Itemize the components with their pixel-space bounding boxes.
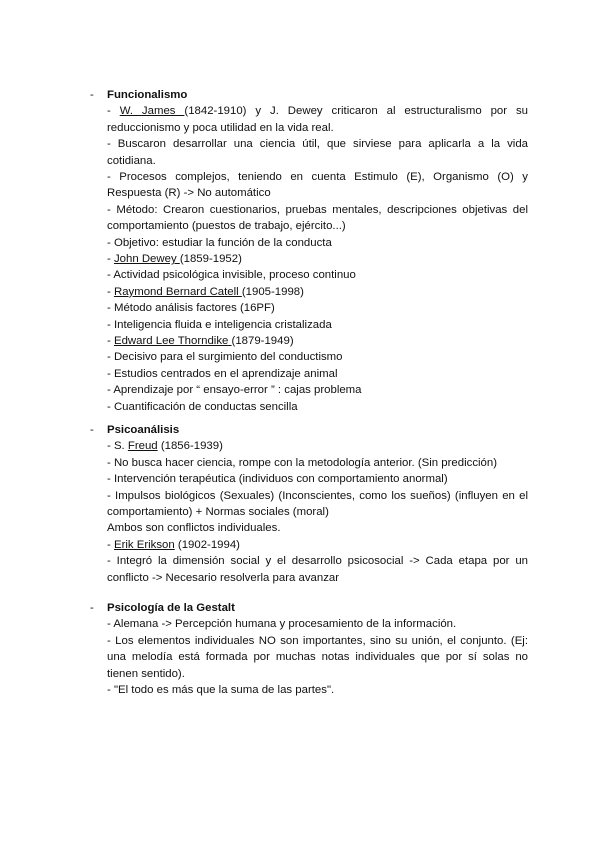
paragraph: - Alemana -> Percepción humana y procesamiento de la información. [107,618,457,631]
paragraph: - Aprendizaje por “ ensayo-error ” : cajas problema [107,384,362,397]
paragraph: - Impulsos biológicos (Sexuales) (Inconscientes, como los sueños) (influyen en el comportamiento) + Normas sociales (moral) [107,489,528,519]
section-heading [90,600,528,616]
paragraph: - "El todo es más que la suma de las partes". [107,684,335,697]
paragraph: - W. James (1842-1910) y J. Dewey criticaron al estructuralismo por su reduccionismo y poca utilidad en la vida real. [107,105,528,134]
paragraph: - Actividad psicológica invisible, proceso continuo [107,269,356,282]
paragraph: - Buscaron desarrollar una ciencia útil, que sirviese para aplicarla a la vida cotidiana. [107,138,528,167]
paragraph: - Objetivo: estudiar la función de la conducta [107,236,332,249]
section-heading [90,422,528,438]
paragraph: - S. Freud (1856-1939) [107,440,223,453]
paragraph: - Raymond Bernard Catell (1905-1998) [107,285,304,298]
section-body [107,616,528,698]
paragraph: - Decisivo para el surgimiento del conductismo [107,351,343,364]
author-link[interactable]: Freud [127,440,158,453]
paragraph: Ambos son conflictos individuales. [107,522,281,535]
author-link[interactable]: W. James [119,105,185,118]
section-title: Funcionalismo [107,89,188,101]
paragraph: - Edward Lee Thorndike (1879-1949) [107,335,294,348]
paragraph: - Inteligencia fluida e inteligencia cristalizada [107,318,332,331]
author-link[interactable]: Raymond Bernard Catell [113,285,242,298]
author-link[interactable]: Edward Lee Thorndike [113,335,232,348]
paragraph: - Integró la dimensión social y el desarrollo psicosocial -> Cada etapa por un conflicto -> Necesario resolverla para avanzar [107,555,528,584]
author-link[interactable]: Erik Erikson [113,538,175,551]
paragraph: - Erik Erikson (1902-1994) [107,538,240,551]
section-gestalt [90,600,528,698]
heading-bullet: - [90,602,94,614]
section-title: Psicología de la Gestalt [107,602,235,614]
author-link[interactable]: John Dewey [113,253,180,266]
paragraph: - Método análisis factores (16PF) [107,302,275,315]
section-body [107,438,528,586]
paragraph: - Procesos complejos, teniendo en cuenta Estimulo (E), Organismo (O) y Respuesta (R) -> No automático [107,171,528,200]
heading-bullet: - [90,424,94,436]
heading-bullet: - [90,89,94,101]
section-heading [90,87,528,103]
section-funcionalismo [90,87,528,415]
paragraph: - No busca hacer ciencia, rompe con la metodología anterior. (Sin predicción) [107,456,498,469]
paragraph: - Método: Crearon cuestionarios, pruebas mentales, descripciones objetivas del comportamiento (puestos de trabajo, ejército...) [107,203,528,233]
paragraph: - Intervención terapéutica (individuos con comportamiento anormal) [107,473,448,486]
section-psicoanalisis [90,422,528,586]
paragraph: - John Dewey (1859-1952) [107,253,242,266]
paragraph: - Cuantificación de conductas sencilla [107,400,298,413]
paragraph: - Los elementos individuales NO son importantes, sino su unión, el conjunto. (Ej: una melodía está formada por muchas notas individuales que por sí solas no tienen sentido). [107,634,528,680]
paragraph: - Estudios centrados en el aprendizaje animal [107,367,338,380]
section-title: Psicoanálisis [107,424,180,436]
section-body [107,103,528,415]
